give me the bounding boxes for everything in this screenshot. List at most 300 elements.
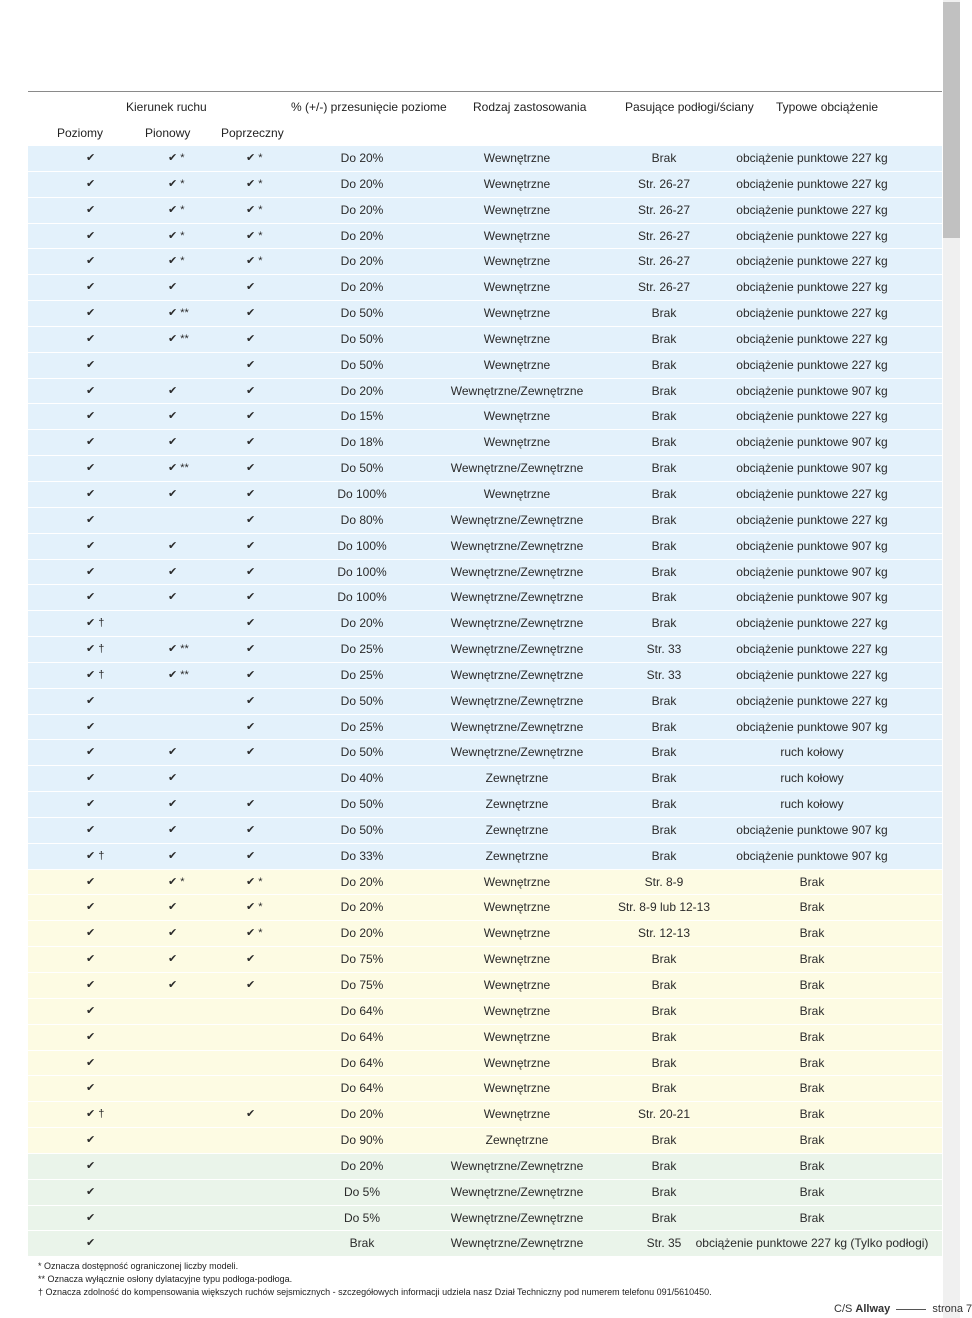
cell-pasujace: Brak: [651, 151, 677, 165]
cell-rodzaj: Zewnętrzne: [485, 822, 549, 837]
footer-prefix: C/S: [834, 1303, 853, 1315]
table-row: [28, 792, 942, 818]
cell-przesuniecie: Do 100%: [337, 590, 387, 605]
cell-poprzeczny: ✔: [246, 281, 256, 294]
cell-obciazenie: Brak: [799, 952, 825, 967]
cell-pionowy: ✔: [168, 410, 178, 423]
cell-poziomy: ✔: [86, 539, 96, 552]
cell-pionowy: ✔: [168, 746, 178, 759]
cell-poziomy: ✔: [86, 1211, 96, 1224]
cell-przesuniecie: Do 5%: [343, 1184, 381, 1199]
cell-pasujace: Brak: [651, 822, 677, 837]
table-row: [28, 844, 942, 870]
cell-rodzaj: Wewnętrzne/Zewnętrzne: [450, 1236, 584, 1251]
cell-rodzaj: Zewnętrzne: [485, 797, 549, 812]
cell-poziomy: ✔: [86, 332, 96, 345]
cell-przesuniecie: Do 25%: [340, 667, 384, 682]
cell-obciazenie: obciążenie punktowe 907 kg: [736, 848, 888, 863]
cell-poziomy: ✔: [86, 255, 96, 268]
cell-obciazenie: ruch kołowy: [780, 745, 844, 760]
cell-przesuniecie: Do 50%: [340, 822, 384, 837]
cell-rodzaj: Wewnętrzne: [483, 409, 551, 424]
cell-poprzeczny: ✔: [246, 539, 256, 552]
cell-pasujace: Str. 26-27: [637, 202, 691, 217]
cell-pasujace: Str. 20-21: [637, 1107, 691, 1122]
cell-poziomy: ✔ †: [86, 643, 105, 656]
cell-przesuniecie: Do 20%: [340, 1158, 384, 1173]
cell-pionowy: ✔: [168, 927, 178, 940]
data-table: [28, 146, 942, 1257]
cell-pionowy: ✔: [168, 901, 178, 914]
table-row: [28, 224, 942, 250]
cell-rodzaj: Wewnętrzne: [483, 1081, 551, 1096]
cell-przesuniecie: Do 100%: [337, 564, 387, 579]
cell-rodzaj: Wewnętrzne/Zewnętrzne: [450, 745, 584, 760]
cell-poziomy: ✔: [86, 358, 96, 371]
cell-obciazenie: obciążenie punktowe 907 kg: [736, 435, 888, 450]
footer-dash: [896, 1309, 926, 1310]
cell-poziomy: ✔: [86, 1237, 96, 1250]
cell-rodzaj: Wewnętrzne/Zewnętrzne: [450, 1184, 584, 1199]
table-row: [28, 999, 942, 1025]
cell-pasujace: Brak: [651, 719, 677, 734]
cell-obciazenie: Brak: [799, 1029, 825, 1044]
cell-przesuniecie: Do 20%: [340, 228, 384, 243]
footer-page-number: strona 7: [932, 1303, 972, 1315]
header-poziomy: Poziomy: [57, 126, 104, 140]
cell-przesuniecie: Do 20%: [340, 202, 384, 217]
cell-przesuniecie: Do 50%: [340, 693, 384, 708]
cell-poprzeczny: ✔: [246, 384, 256, 397]
cell-poprzeczny: ✔: [246, 410, 256, 423]
cell-rodzaj: Wewnętrzne: [483, 254, 551, 269]
cell-obciazenie: Brak: [799, 1003, 825, 1018]
cell-poziomy: ✔: [86, 1082, 96, 1095]
table-row: [28, 740, 942, 766]
footnote-dagger: † Oznacza zdolność do kompensowania większych ruchów sejsmicznych - szczegółowych informacji udziela nasz Dział Techniczny pod numerem telefonu 091/5610450.: [38, 1287, 712, 1297]
cell-przesuniecie: Do 50%: [340, 331, 384, 346]
cell-pionowy: ✔ *: [168, 177, 185, 190]
cell-obciazenie: ruch kołowy: [780, 771, 844, 786]
cell-pasujace: Str. 8-9 lub 12-13: [617, 900, 711, 915]
cell-poziomy: ✔ †: [86, 668, 105, 681]
cell-poziomy: ✔: [86, 1030, 96, 1043]
cell-obciazenie: Brak: [799, 900, 825, 915]
cell-rodzaj: Wewnętrzne/Zewnętrzne: [450, 693, 584, 708]
cell-pionowy: ✔ **: [168, 668, 189, 681]
cell-przesuniecie: Do 20%: [340, 874, 384, 889]
cell-obciazenie: Brak: [799, 874, 825, 889]
cell-obciazenie: obciążenie punktowe 907 kg: [736, 719, 888, 734]
cell-obciazenie: Brak: [799, 926, 825, 941]
cell-poprzeczny: ✔: [246, 332, 256, 345]
table-row: [28, 534, 942, 560]
cell-pasujace: Brak: [651, 1210, 677, 1225]
cell-poprzeczny: ✔ *: [246, 875, 263, 888]
table-row: [28, 353, 942, 379]
cell-poziomy: ✔ †: [86, 849, 105, 862]
cell-poprzeczny: ✔: [246, 823, 256, 836]
cell-rodzaj: Wewnętrzne/Zewnętrzne: [450, 667, 584, 682]
cell-pionowy: ✔ **: [168, 462, 189, 475]
table-row: [28, 482, 942, 508]
cell-pionowy: ✔: [168, 979, 178, 991]
cell-poziomy: ✔: [86, 746, 96, 759]
cell-poprzeczny: ✔: [246, 462, 256, 475]
table-row: [28, 766, 942, 792]
cell-poprzeczny: ✔: [246, 643, 256, 656]
table-row: [28, 637, 942, 663]
cell-pionowy: ✔: [168, 798, 178, 811]
cell-przesuniecie: Do 64%: [340, 1003, 384, 1018]
cell-pasujace: Brak: [651, 771, 677, 786]
cell-pasujace: Str. 26-27: [637, 176, 691, 191]
cell-poprzeczny: ✔: [246, 513, 256, 526]
cell-poziomy: ✔ †: [86, 617, 105, 630]
cell-pasujace: Brak: [651, 331, 677, 346]
table-row: [28, 275, 942, 301]
cell-pasujace: Brak: [651, 435, 677, 450]
cell-poziomy: ✔: [86, 1134, 96, 1147]
table-row: [28, 947, 942, 973]
cell-pionowy: ✔ *: [168, 875, 185, 888]
cell-poziomy: ✔: [86, 823, 96, 836]
cell-obciazenie: obciążenie punktowe 907 kg: [736, 822, 888, 837]
cell-obciazenie: obciążenie punktowe 907 kg: [736, 564, 888, 579]
cell-pionowy: ✔: [168, 591, 178, 604]
table-top-rule: [28, 91, 942, 92]
cell-pionowy: ✔ *: [168, 229, 185, 242]
cell-pasujace: Brak: [651, 848, 677, 863]
cell-pasujace: Brak: [651, 1055, 677, 1070]
table-row: [28, 1076, 942, 1102]
cell-pasujace: Str. 26-27: [637, 280, 691, 295]
cell-pionowy: ✔: [168, 953, 178, 966]
cell-pasujace: Brak: [651, 1081, 677, 1096]
cell-obciazenie: obciążenie punktowe 227 kg: [736, 667, 888, 682]
cell-poprzeczny: ✔: [246, 487, 256, 500]
cell-rodzaj: Wewnętrzne/Zewnętrzne: [450, 1210, 584, 1225]
cell-przesuniecie: Do 50%: [340, 745, 384, 760]
cell-rodzaj: Wewnętrzne: [483, 1055, 551, 1070]
cell-przesuniecie: Do 20%: [340, 383, 384, 398]
cell-obciazenie: Brak: [799, 1133, 825, 1148]
header-pasujace: Pasujące podłogi/ściany: [625, 100, 754, 114]
cell-poprzeczny: ✔: [246, 436, 256, 449]
cell-pasujace: Str. 26-27: [637, 228, 691, 243]
cell-przesuniecie: Do 90%: [340, 1133, 384, 1148]
cell-poziomy: ✔: [86, 177, 96, 190]
cell-obciazenie: obciążenie punktowe 907 kg: [736, 461, 888, 476]
cell-pasujace: Brak: [651, 538, 677, 553]
cell-przesuniecie: Do 100%: [337, 486, 387, 501]
cell-poziomy: ✔: [86, 513, 96, 526]
cell-rodzaj: Wewnętrzne: [483, 357, 551, 372]
cell-poprzeczny: ✔ *: [246, 927, 263, 940]
cell-pasujace: Brak: [651, 486, 677, 501]
cell-pionowy: ✔: [168, 436, 178, 449]
cell-pionowy: ✔ *: [168, 152, 185, 164]
cell-rodzaj: Wewnętrzne: [483, 900, 551, 915]
cell-pionowy: ✔ **: [168, 643, 189, 656]
cell-obciazenie: obciążenie punktowe 227 kg: [736, 331, 888, 346]
cell-poprzeczny: ✔ *: [246, 152, 263, 164]
cell-rodzaj: Wewnętrzne/Zewnętrzne: [450, 1158, 584, 1173]
cell-przesuniecie: Do 20%: [340, 176, 384, 191]
cell-poziomy: ✔: [86, 953, 96, 966]
footer-brand: Allway: [855, 1303, 891, 1315]
cell-przesuniecie: Do 20%: [340, 254, 384, 269]
cell-pasujace: Str. 33: [646, 642, 682, 657]
cell-rodzaj: Wewnętrzne/Zewnętrzne: [450, 564, 584, 579]
cell-obciazenie: obciążenie punktowe 227 kg: [736, 176, 888, 191]
table-row: [28, 1102, 942, 1128]
cell-poziomy: ✔: [86, 591, 96, 604]
cell-pasujace: Str. 8-9: [644, 874, 684, 889]
cell-rodzaj: Wewnętrzne: [483, 228, 551, 243]
cell-rodzaj: Wewnętrzne: [483, 176, 551, 191]
cell-poziomy: ✔: [86, 1159, 96, 1172]
cell-pasujace: Str. 26-27: [637, 254, 691, 269]
cell-obciazenie: obciążenie punktowe 227 kg: [736, 357, 888, 372]
cell-pasujace: Brak: [651, 590, 677, 605]
cell-pasujace: Brak: [651, 357, 677, 372]
cell-przesuniecie: Do 75%: [340, 952, 384, 967]
table-row: [28, 198, 942, 224]
cell-rodzaj: Zewnętrzne: [485, 771, 549, 786]
cell-poprzeczny: ✔: [246, 617, 256, 630]
cell-poprzeczny: ✔ *: [246, 203, 263, 216]
cell-poprzeczny: ✔: [246, 798, 256, 811]
cell-rodzaj: Wewnętrzne: [483, 435, 551, 450]
cell-przesuniecie: Do 64%: [340, 1055, 384, 1070]
cell-poziomy: ✔ †: [86, 1108, 105, 1121]
cell-przesuniecie: Do 80%: [340, 512, 384, 527]
cell-przesuniecie: Do 20%: [340, 900, 384, 915]
cell-pasujace: Brak: [651, 1184, 677, 1199]
cell-poziomy: ✔: [86, 462, 96, 475]
cell-pasujace: Brak: [651, 693, 677, 708]
cell-obciazenie: obciążenie punktowe 227 kg: [736, 280, 888, 295]
cell-przesuniecie: Do 33%: [340, 848, 384, 863]
cell-obciazenie: obciążenie punktowe 227 kg: [736, 642, 888, 657]
cell-pasujace: Brak: [651, 461, 677, 476]
cell-pasujace: Brak: [651, 383, 677, 398]
cell-przesuniecie: Do 64%: [340, 1081, 384, 1096]
cell-pionowy: ✔ **: [168, 332, 189, 345]
cell-poprzeczny: ✔ *: [246, 229, 263, 242]
cell-pionowy: ✔: [168, 539, 178, 552]
cell-poziomy: ✔: [86, 720, 96, 733]
cell-obciazenie: obciążenie punktowe 227 kg: [736, 693, 888, 708]
cell-poprzeczny: ✔: [246, 720, 256, 733]
cell-pasujace: Brak: [651, 978, 677, 992]
cell-rodzaj: Wewnętrzne: [483, 486, 551, 501]
cell-poziomy: ✔: [86, 307, 96, 320]
cell-obciazenie: obciążenie punktowe 227 kg: [736, 202, 888, 217]
cell-pasujace: Brak: [651, 512, 677, 527]
cell-poprzeczny: ✔ *: [246, 177, 263, 190]
cell-rodzaj: Zewnętrzne: [485, 848, 549, 863]
cell-pasujace: Brak: [651, 745, 677, 760]
cell-rodzaj: Wewnętrzne: [483, 151, 551, 165]
table-row: [28, 1051, 942, 1077]
cell-poziomy: ✔: [86, 1004, 96, 1017]
table-row: [28, 585, 942, 611]
cell-pasujace: Brak: [651, 1158, 677, 1173]
header-rodzaj: Rodzaj zastosowania: [473, 100, 587, 114]
table-row: [28, 921, 942, 947]
cell-poziomy: ✔: [86, 1185, 96, 1198]
cell-pionowy: ✔: [168, 281, 178, 294]
table-row: [28, 301, 942, 327]
cell-obciazenie: Brak: [799, 1081, 825, 1096]
cell-poprzeczny: ✔: [246, 849, 256, 862]
cell-pasujace: Brak: [651, 616, 677, 631]
table-row: [28, 895, 942, 921]
cell-obciazenie: obciążenie punktowe 227 kg: [736, 616, 888, 631]
cell-obciazenie: obciążenie punktowe 227 kg: [736, 512, 888, 527]
footnotes: [38, 1260, 712, 1299]
table-row: [28, 973, 942, 999]
cell-rodzaj: Wewnętrzne: [483, 926, 551, 941]
cell-pionowy: ✔: [168, 772, 178, 785]
cell-rodzaj: Wewnętrzne: [483, 280, 551, 295]
table-row: [28, 404, 942, 430]
cell-poprzeczny: ✔: [246, 979, 256, 991]
cell-poziomy: ✔: [86, 901, 96, 914]
cell-przesuniecie: Do 15%: [340, 409, 384, 424]
cell-obciazenie: Brak: [799, 1184, 825, 1199]
cell-pionowy: ✔: [168, 384, 178, 397]
cell-poprzeczny: ✔: [246, 668, 256, 681]
cell-pionowy: ✔ *: [168, 255, 185, 268]
cell-rodzaj: Wewnętrzne/Zewnętrzne: [450, 590, 584, 605]
footnote-asterisk: * Oznacza dostępność ograniczonej liczby modeli.: [38, 1261, 239, 1271]
cell-obciazenie: Brak: [799, 1158, 825, 1173]
cell-poprzeczny: ✔: [246, 307, 256, 320]
table-row: [28, 1180, 942, 1206]
cell-poziomy: ✔: [86, 436, 96, 449]
table-row: [28, 1231, 942, 1257]
cell-poziomy: ✔: [86, 203, 96, 216]
cell-przesuniecie: Do 20%: [340, 926, 384, 941]
cell-poprzeczny: ✔: [246, 358, 256, 371]
cell-obciazenie: Brak: [799, 978, 825, 992]
table-row: [28, 508, 942, 534]
cell-poprzeczny: ✔ *: [246, 255, 263, 268]
cell-poprzeczny: ✔: [246, 565, 256, 578]
cell-poprzeczny: ✔: [246, 591, 256, 604]
cell-pasujace: Brak: [651, 1029, 677, 1044]
cell-rodzaj: Wewnętrzne: [483, 952, 551, 967]
table-row: [28, 715, 942, 741]
cell-przesuniecie: Do 64%: [340, 1029, 384, 1044]
cell-pionowy: ✔: [168, 823, 178, 836]
cell-obciazenie: Brak: [799, 1210, 825, 1225]
table-row: [28, 611, 942, 637]
cell-rodzaj: Wewnętrzne/Zewnętrzne: [450, 461, 584, 476]
cell-obciazenie: obciążenie punktowe 227 kg: [736, 306, 888, 321]
table-row: [28, 1128, 942, 1154]
page-footer: [834, 1303, 972, 1315]
cell-rodzaj: Wewnętrzne/Zewnętrzne: [450, 383, 584, 398]
cell-obciazenie: obciążenie punktowe 227 kg: [736, 151, 888, 165]
cell-pasujace: Brak: [651, 306, 677, 321]
cell-pasujace: Brak: [651, 1003, 677, 1018]
cell-poziomy: ✔: [86, 565, 96, 578]
table-row: [28, 456, 942, 482]
cell-przesuniecie: Do 100%: [337, 538, 387, 553]
cell-przesuniecie: Do 25%: [340, 642, 384, 657]
cell-rodzaj: Wewnętrzne: [483, 306, 551, 321]
cell-przesuniecie: Do 20%: [340, 280, 384, 295]
header-typowe: Typowe obciążenie: [776, 100, 879, 114]
table-row: [28, 663, 942, 689]
cell-przesuniecie: Do 50%: [340, 306, 384, 321]
cell-poziomy: ✔: [86, 410, 96, 423]
cell-przesuniecie: Do 50%: [340, 357, 384, 372]
cell-poziomy: ✔: [86, 152, 96, 164]
cell-pasujace: Brak: [651, 952, 677, 967]
cell-przesuniecie: Do 20%: [340, 616, 384, 631]
cell-rodzaj: Wewnętrzne: [483, 1107, 551, 1122]
cell-poprzeczny: ✔: [246, 953, 256, 966]
header-przesuniecie: % (+/-) przesunięcie poziome: [291, 100, 447, 114]
cell-pionowy: ✔: [168, 487, 178, 500]
cell-pionowy: ✔: [168, 849, 178, 862]
cell-przesuniecie: Brak: [349, 1236, 375, 1251]
table-row: [28, 249, 942, 275]
cell-obciazenie: Brak: [799, 1107, 825, 1122]
cell-pasujace: Str. 12-13: [637, 926, 691, 941]
scrollbar-thumb[interactable]: [943, 2, 960, 238]
cell-obciazenie: obciążenie punktowe 907 kg: [736, 538, 888, 553]
cell-poziomy: ✔: [86, 1056, 96, 1069]
cell-obciazenie: obciążenie punktowe 227 kg: [736, 228, 888, 243]
table-row: [28, 1025, 942, 1051]
cell-rodzaj: Wewnętrzne/Zewnętrzne: [450, 512, 584, 527]
cell-rodzaj: Wewnętrzne: [483, 874, 551, 889]
cell-pasujace: Brak: [651, 797, 677, 812]
cell-przesuniecie: Do 75%: [340, 978, 384, 992]
cell-pasujace: Str. 35: [646, 1236, 682, 1251]
cell-obciazenie: obciążenie punktowe 227 kg: [736, 486, 888, 501]
cell-obciazenie: ruch kołowy: [780, 797, 844, 812]
table-row: [28, 1154, 942, 1180]
cell-poziomy: ✔: [86, 798, 96, 811]
cell-rodzaj: Wewnętrzne: [483, 331, 551, 346]
cell-obciazenie: obciążenie punktowe 227 kg: [736, 254, 888, 269]
cell-poziomy: ✔: [86, 772, 96, 785]
cell-rodzaj: Wewnętrzne/Zewnętrzne: [450, 719, 584, 734]
header-pionowy: Pionowy: [145, 126, 191, 140]
table-row: [28, 1206, 942, 1232]
cell-rodzaj: Zewnętrzne: [485, 1133, 549, 1148]
cell-rodzaj: Wewnętrzne: [483, 978, 551, 992]
table-row: [28, 327, 942, 353]
cell-poziomy: ✔: [86, 979, 96, 991]
table-row: [28, 818, 942, 844]
cell-pasujace: Str. 33: [646, 667, 682, 682]
cell-obciazenie: obciążenie punktowe 907 kg: [736, 383, 888, 398]
cell-pasujace: Brak: [651, 564, 677, 579]
cell-przesuniecie: Do 5%: [343, 1210, 381, 1225]
cell-obciazenie: Brak: [799, 1055, 825, 1070]
footnote-double-asterisk: ** Oznacza wyłącznie osłony dylatacyjne typu podłoga-podłoga.: [38, 1274, 293, 1284]
cell-poziomy: ✔: [86, 384, 96, 397]
cell-rodzaj: Wewnętrzne: [483, 1003, 551, 1018]
